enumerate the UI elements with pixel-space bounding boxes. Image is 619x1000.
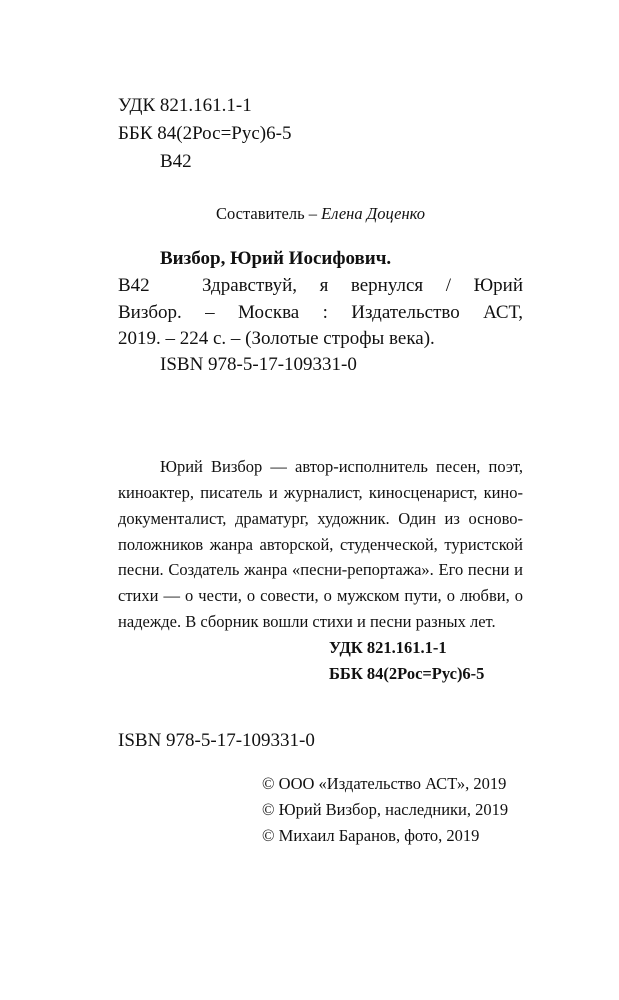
annotation-line-5: песни. Создатель жанра «песни-репортажа». Его песни и bbox=[118, 560, 523, 579]
top-udk: УДК 821.161.1-1 bbox=[118, 95, 252, 116]
compiler-line bbox=[216, 203, 425, 225]
biblio-author-heading: Визбор, Юрий Иосифович. bbox=[160, 248, 392, 269]
annotation-bbk: ББК 84(2Рос=Рус)6-5 bbox=[329, 664, 485, 683]
top-author-mark: В42 bbox=[160, 151, 192, 172]
compiler-label: Составитель bbox=[216, 204, 305, 223]
biblio-line-2: Визбор. – Москва : Издательство АСТ, bbox=[118, 302, 523, 323]
top-bbk: ББК 84(2Рос=Рус)6-5 bbox=[118, 123, 292, 144]
copyright-line-3: © Михаил Баранов, фото, 2019 bbox=[262, 826, 480, 845]
biblio-line-3: 2019. – 224 с. – (Золотые строфы века). bbox=[118, 328, 435, 349]
biblio-code: В42 bbox=[118, 275, 150, 296]
annotation-line-1: Юрий Визбор — автор-исполнитель песен, поэт, bbox=[160, 457, 523, 476]
copyright-line-2: © Юрий Визбор, наследники, 2019 bbox=[262, 800, 509, 819]
annotation-line-7: надежде. В сборник вошли стихи и песни разных лет. bbox=[118, 612, 496, 631]
annotation-line-2: киноактер, писатель и журналист, киносценарист, кино- bbox=[118, 483, 523, 502]
annotation-udk: УДК 821.161.1-1 bbox=[329, 638, 447, 657]
compiler-name: Елена Доценко bbox=[321, 204, 425, 223]
biblio-line-1: Здравствуй, я вернулся / Юрий bbox=[202, 275, 523, 296]
biblio-isbn: ISBN 978-5-17-109331-0 bbox=[160, 354, 357, 375]
copyright-line-1: © ООО «Издательство АСТ», 2019 bbox=[262, 774, 507, 793]
annotation-line-4: положников жанра авторской, студенческой, туристской bbox=[118, 535, 523, 554]
annotation-line-6: стихи — о чести, о совести, о мужском пути, о любви, о bbox=[118, 586, 523, 605]
compiler-dash: – bbox=[304, 204, 322, 223]
annotation-line-3: документалист, драматург, художник. Один из осново- bbox=[118, 509, 523, 528]
isbn-bottom: ISBN 978-5-17-109331-0 bbox=[118, 730, 315, 751]
